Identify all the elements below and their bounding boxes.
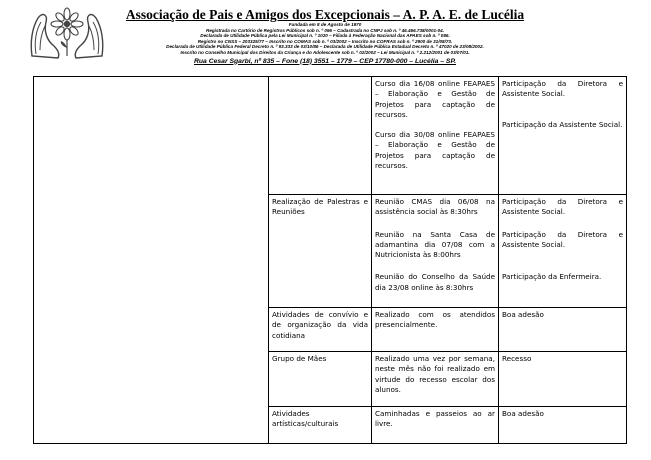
notes-cell: [499, 77, 627, 195]
address-line: Rua Cesar Sgarbi, nº 835 – Fone (18) 3551 – 1779 – CEP 17780-000 – Lucélia – SP.: [193, 57, 457, 65]
notes-cell: [499, 407, 627, 444]
note-item: Participação da Assistente Social.: [502, 119, 623, 129]
description-cell: [372, 195, 499, 308]
description-cell: [372, 308, 499, 352]
description-item: Reunião CMAS dia 06/08 na assistência social às 8:30hrs: [375, 197, 495, 217]
activities-table: [33, 76, 627, 444]
council-line: Inscrito no Conselho Municipal dos Direitos da Criança e do Adolescente sob n. º 02/2002 – Lei Municipal n. º 2.212/2001 de 03/07/01.: [180, 49, 470, 55]
description-cell: [372, 407, 499, 444]
activity-cell: Realização de Palestras e Reuniões: [269, 195, 372, 308]
note-item: Participação da Diretora e Assistente Social.: [502, 197, 623, 217]
activity-cell: Grupo de Mães: [269, 352, 372, 407]
note-item: Participação da Diretora e Assistente Social.: [502, 79, 623, 99]
notes-cell: [499, 352, 627, 407]
note-item: Participação da Enfermeira.: [502, 272, 602, 282]
description-item: Reunião do Conselho da Saúde dia 23/08 online às 8:30hrs: [375, 272, 495, 292]
registration-line: Registrada no Cartório de Registros Públicos sob n. º 096 – Cadastrada no CNPJ sob n. º 46.466.738/0001-04.: [206, 27, 444, 33]
apae-logo: [28, 6, 106, 60]
note-item: Recesso: [502, 354, 532, 363]
activity-cell: [269, 77, 372, 195]
cnss-line: Registro no CNSS – 203325/77 – Inscrito no COMAS sob n. º 03/2002 – Inscrito no COFRAS sob n. º 2900 de 31/08/73.: [197, 38, 453, 44]
note-item: Participação da Diretora e Assistente Social.: [502, 229, 623, 249]
note-item: Boa adesão: [502, 409, 544, 418]
description-item: Curso dia 16/08 online FEAPAES – Elaboração e Gestão de Projetos para captação de recursos.: [375, 79, 495, 119]
description-item: Realizado com os atendidos presencialmente.: [375, 310, 495, 330]
letterhead-text: [110, 8, 540, 66]
notes-cell: [499, 195, 627, 308]
municipal-utility-line: Declarada de Utilidade Pública pela Lei Municipal n. º 1020 – Filiada à Federação Nacional das APAES sob n. º 086.: [200, 33, 450, 39]
description-item: Reunião na Santa Casa de adamantina dia 07/08 com a Nutricionista às 8:00hrs: [375, 229, 495, 260]
note-item: Boa adesão: [502, 310, 544, 319]
activity-cell: Atividades artísticas/culturais: [269, 407, 372, 444]
description-item: Realizado uma vez por semana, neste mês não foi realizado em virtude do recesso escolar dos alunos.: [375, 354, 495, 394]
organization-title: Associação de Pais e Amigos dos Excepcionais – A. P. A. E. de Lucélia: [125, 7, 525, 22]
founding-line: Fundada em 8 de Agosto de 1970: [288, 22, 362, 27]
description-item: Curso dia 30/08 online FEAPAES – Elaboração e Gestão de Projetos para captação de recursos.: [375, 130, 495, 171]
federal-utility-line: Declarada de Utilidade Pública Federal Decreto n. º 93.333 de 03/10/86 – Declarada de Utilidade Pública Estadual Decreto n. º 47020 de 23/08/2002.: [166, 44, 484, 50]
letterhead: [0, 0, 651, 65]
description-cell: [372, 352, 499, 407]
notes-cell: [499, 308, 627, 352]
activity-cell: Atividades de convívio e de organização da vida cotidiana: [269, 308, 372, 352]
description-cell: [372, 77, 499, 195]
row-label-cell: [34, 77, 269, 444]
table-row: [34, 77, 627, 195]
description-item: Caminhadas e passeios ao ar livre.: [375, 409, 495, 429]
